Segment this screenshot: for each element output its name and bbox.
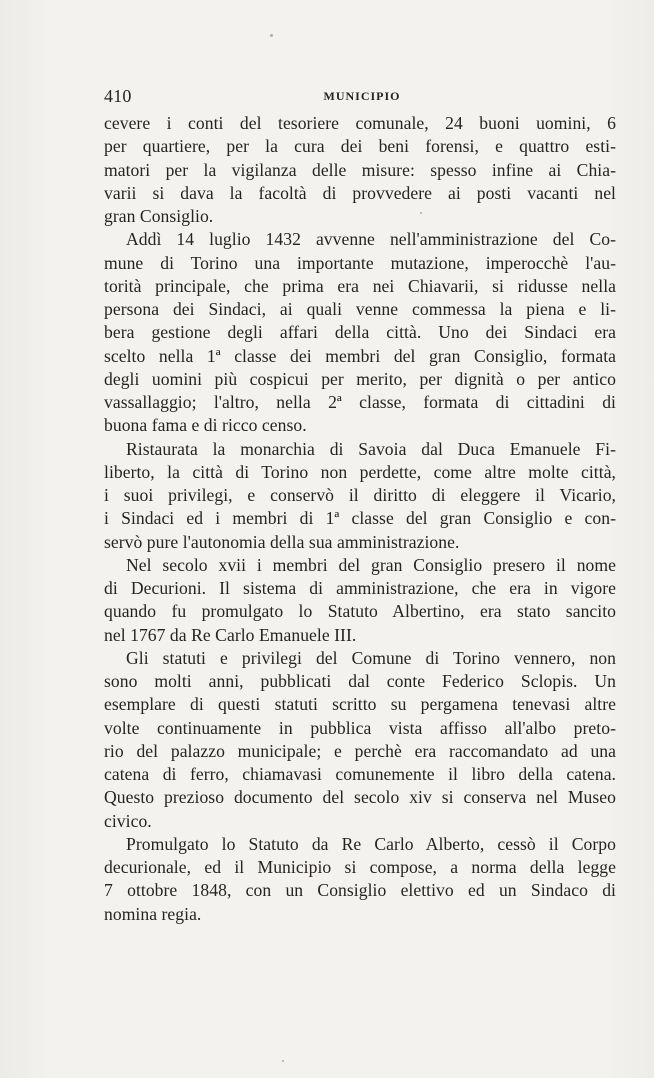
paragraph-6 <box>104 833 616 926</box>
text-line: catena di ferro, chiamavasi comunemente il libro della catena. <box>104 764 616 784</box>
text-line: decurionale, ed il Municipio si compose, a norma della legge <box>104 857 616 877</box>
paragraph-5 <box>104 647 616 833</box>
text-line: esemplare di questi statuti scritto su pergamena tenevasi altre <box>104 694 616 715</box>
running-head: MUNICIPIO <box>323 89 401 103</box>
text-line: mune di Torino una importante mutazione, imperocchè l'au- <box>104 252 616 273</box>
body-text <box>104 112 616 926</box>
text-line: liberto, la città di Torino non perdette, come altre molte città, <box>104 461 616 482</box>
text-line: varii si dava la facoltà di provvedere ai posti vacanti nel <box>104 182 616 203</box>
text-line: bera gestione degli affari della città. Uno dei Sindaci era <box>104 322 616 343</box>
text-line: rio del palazzo municipale; e perchè era raccomandato ad una <box>104 740 616 761</box>
text-line: Questo prezioso documento del secolo xiv si conserva nel Museo <box>104 787 616 808</box>
text-line: civico. <box>104 810 152 831</box>
text-line: torità principale, che prima era nei Chiavarii, si ridusse nella <box>104 275 616 296</box>
text-line: per quartiere, per la cura dei beni forensi, e quattro esti- <box>104 136 616 157</box>
paragraph-2 <box>104 228 616 437</box>
text-line: 7 ottobre 1848, con un Consiglio elettivo ed un Sindaco di <box>104 880 616 901</box>
paragraph-1 <box>104 112 616 228</box>
text-line: servò pure l'autonomia della sua amministrazione. <box>104 531 460 552</box>
text-line: Promulgato lo Statuto da Re Carlo Alberto, cessò il Corpo <box>126 833 616 854</box>
text-line: i suoi privilegi, e conservò il diritto di eleggere il Vicario, <box>104 485 616 505</box>
paragraph-4 <box>104 554 616 647</box>
text-line: di Decurioni. Il sistema di amministrazione, che era in vigore <box>104 578 616 598</box>
text-line: gran Consiglio. <box>104 206 214 226</box>
page-header <box>104 86 616 108</box>
paragraph-3 <box>104 438 616 554</box>
text-line: Nel secolo xvii i membri del gran Consiglio presero il nome <box>126 554 616 575</box>
paper-speck <box>420 212 422 214</box>
text-line: Ristaurata la monarchia di Savoia dal Duca Emanuele Fi- <box>126 438 616 459</box>
text-line: sono molti anni, pubblicati dal conte Federico Sclopis. Un <box>104 671 616 691</box>
paper-speck <box>270 34 273 37</box>
text-line: nel 1767 da Re Carlo Emanuele III. <box>104 624 357 645</box>
paper-speck <box>282 1060 284 1062</box>
text-line: nomina regia. <box>104 903 202 924</box>
text-line: buona fama e di ricco censo. <box>104 415 307 436</box>
page-number: 410 <box>104 86 132 106</box>
text-line: quando fu promulgato lo Statuto Albertino, era stato sancito <box>104 601 616 622</box>
text-line: vassallaggio; l'altro, nella 2ª classe, formata di cittadini di <box>104 392 616 412</box>
text-line: Gli statuti e privilegi del Comune di Torino vennero, non <box>126 647 616 668</box>
text-line: Addì 14 luglio 1432 avvenne nell'amministrazione del Co- <box>126 229 616 250</box>
text-line: i Sindaci ed i membri di 1ª classe del gran Consiglio e con- <box>104 508 616 529</box>
text-line: cevere i conti del tesoriere comunale, 24 buoni uomini, 6 <box>104 113 616 133</box>
text-line: degli uomini più cospicui per merito, per dignità o per antico <box>104 368 616 389</box>
text-line: scelto nella 1ª classe dei membri del gran Consiglio, formata <box>104 345 616 366</box>
text-line: persona dei Sindaci, ai quali venne commessa la piena e li- <box>104 299 616 319</box>
text-line: volte continuamente in pubblica vista affisso all'albo preto- <box>104 717 616 738</box>
text-line: matori per la vigilanza delle misure: spesso infine ai Chia- <box>104 159 616 180</box>
